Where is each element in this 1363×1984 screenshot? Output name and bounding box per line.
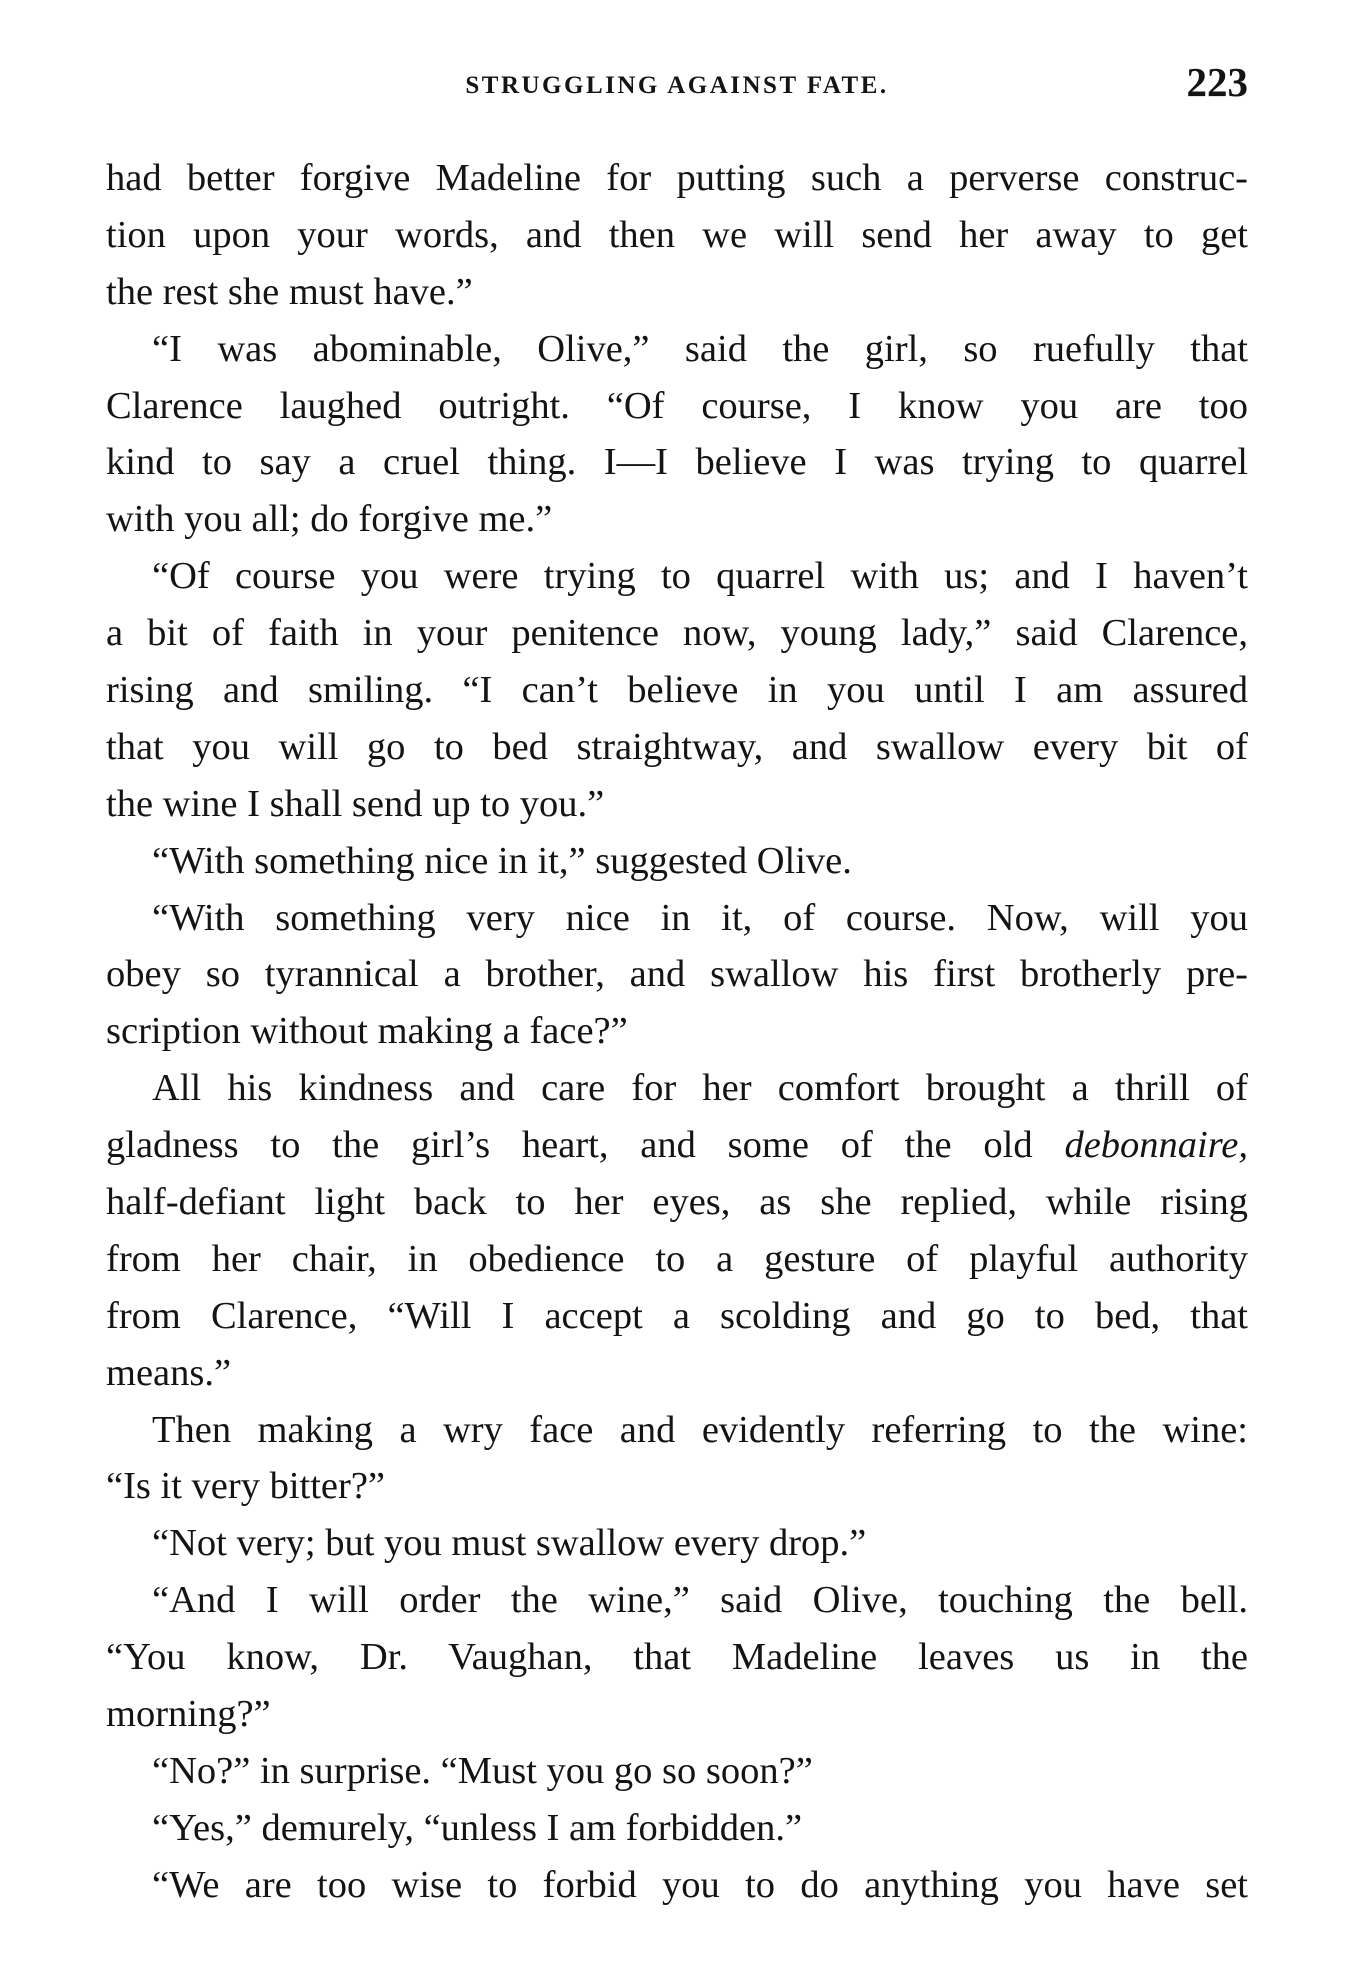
text-line: with you all; do forgive me.” [106, 498, 553, 541]
text-line: that you will go to bed straightway, and swallow every bit of [106, 725, 1248, 768]
text-line: “I was abominable, Olive,” said the girl, so ruefully that [152, 327, 1248, 370]
text-line: “With something very nice in it, of course. Now, will you [152, 896, 1248, 939]
text-line: scription without making a face?” [106, 1010, 628, 1053]
running-title: STRUGGLING AGAINST FATE. [465, 72, 889, 99]
text-line: “Not very; but you must swallow every drop.” [152, 1522, 867, 1565]
text-line: All his kindness and care for her comfort brought a thrill of [152, 1067, 1248, 1110]
text-line: “Is it very bitter?” [106, 1465, 385, 1508]
text-line: Clarence laughed outright. “Of course, I know you are too [106, 384, 1248, 427]
text-line: rising and smiling. “I can’t believe in you until I am assured [106, 669, 1248, 712]
text-line: morning?” [106, 1693, 271, 1736]
text-line: the wine I shall send up to you.” [106, 782, 605, 825]
text-line: kind to say a cruel thing. I—I believe I was trying to quarrel [106, 441, 1248, 484]
text-line: Then making a wry face and evidently referring to the wine: [152, 1408, 1248, 1451]
text-line: a bit of faith in your penitence now, young lady,” said Clarence, [106, 612, 1248, 655]
text-line: “No?” in surprise. “Must you go so soon?” [152, 1749, 813, 1792]
italic-word: debonnaire, [1064, 1124, 1248, 1167]
text-line: tion upon your words, and then we will send her away to get [106, 213, 1248, 256]
text-line: “And I will order the wine,” said Olive, touching the bell. [152, 1579, 1248, 1622]
text-line: “We are too wise to forbid you to do anything you have set [152, 1863, 1248, 1906]
body-text [106, 150, 1248, 1914]
text-line [106, 1117, 1248, 1174]
running-head [106, 58, 1248, 108]
text-run: gladness to the girl’s heart, and some of the old [106, 1124, 1065, 1167]
text-line: obey so tyrannical a brother, and swallow his first brotherly pre- [106, 953, 1248, 996]
text-line: means.” [106, 1351, 232, 1394]
text-line: “Of course you were trying to quarrel with us; and I haven’t [152, 555, 1248, 598]
text-line: had better forgive Madeline for putting such a perverse construc- [106, 157, 1248, 199]
page-number: 223 [1186, 59, 1248, 105]
text-line: the rest she must have.” [106, 270, 473, 313]
text-line: half-defiant light back to her eyes, as she replied, while rising [106, 1181, 1248, 1224]
text-line: from Clarence, “Will I accept a scolding and go to bed, that [106, 1294, 1248, 1337]
text-line: from her chair, in obedience to a gesture of playful authority [106, 1237, 1248, 1280]
text-line: “You know, Dr. Vaughan, that Madeline leaves us in the [106, 1636, 1248, 1679]
text-line: “With something nice in it,” suggested Olive. [152, 839, 852, 882]
text-line: “Yes,” demurely, “unless I am forbidden.” [152, 1806, 803, 1849]
